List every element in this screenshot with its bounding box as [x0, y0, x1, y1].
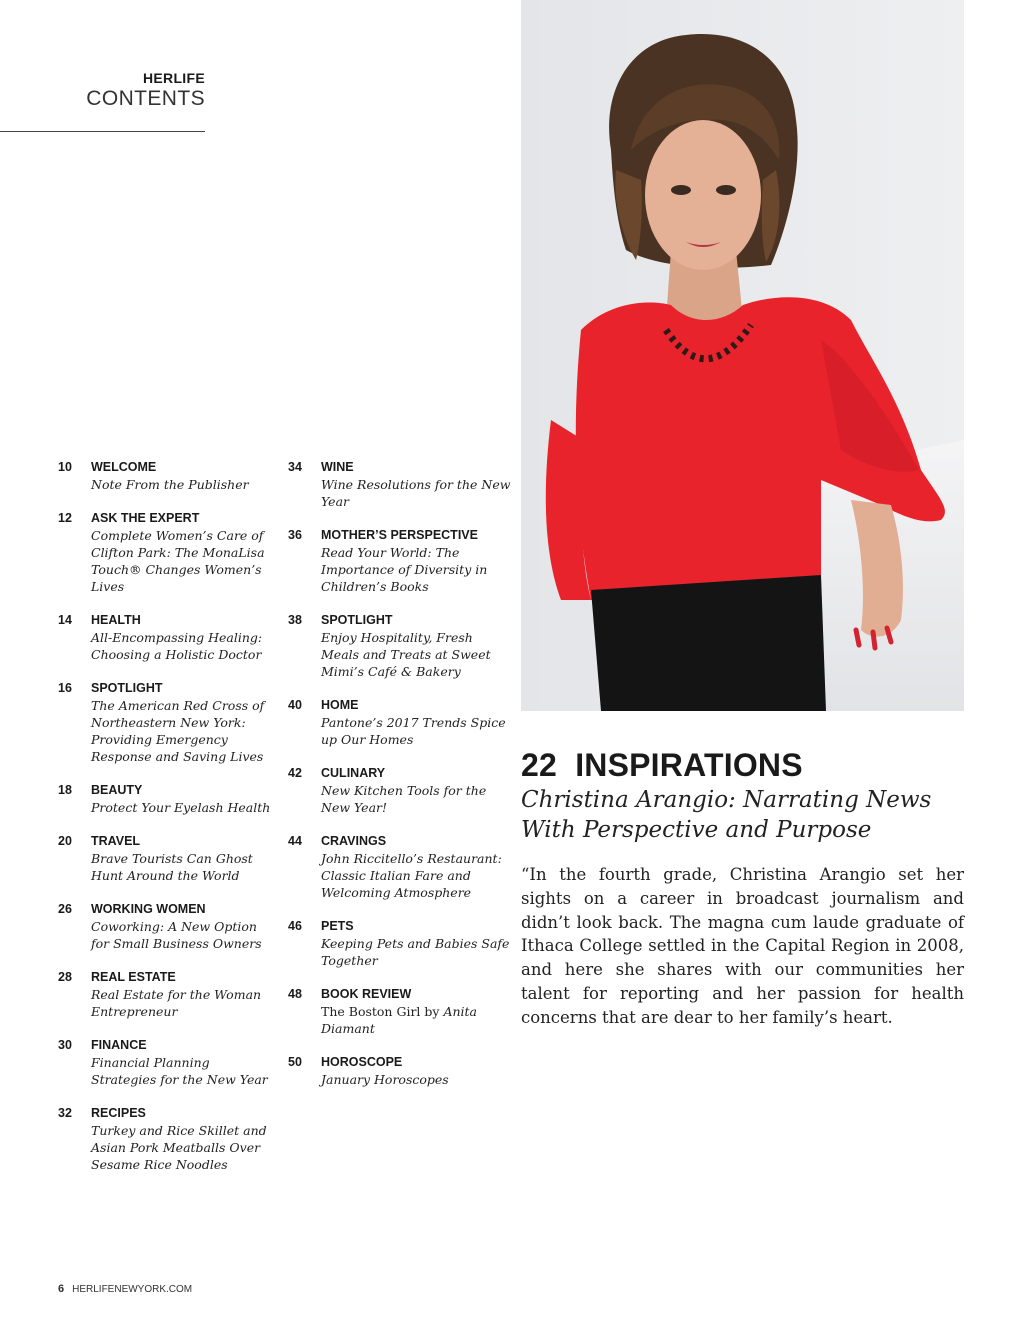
toc-description: Keeping Pets and Babies Safe Together: [321, 936, 510, 968]
toc-page-number: 32: [58, 1106, 72, 1120]
toc-entry[interactable]: [58, 459, 278, 493]
toc-page-number: 50: [288, 1055, 302, 1069]
toc-title: WINE: [321, 460, 354, 474]
toc-column-left: [58, 459, 278, 1173]
toc-entry[interactable]: [58, 901, 278, 952]
cover-story-heading: [521, 745, 964, 785]
toc-entry[interactable]: [58, 1105, 278, 1173]
toc-description: Wine Resolutions for the New Year: [321, 477, 511, 509]
toc-page-number: 38: [288, 613, 302, 627]
toc-page-number: 18: [58, 783, 72, 797]
toc-page-number: 34: [288, 460, 302, 474]
toc-page-number: 48: [288, 987, 302, 1001]
toc-title: WORKING WOMEN: [91, 902, 206, 916]
cover-portrait-photo: [521, 0, 964, 711]
cover-story-excerpt: “In the fourth grade, Christina Arangio set her sights on a career in broadcast journalism and didn’t look back. The magna cum laude graduate of Ithaca College settled in the Capital Region in 2008, and here she shares with our communities her talent for reporting and her passion for health concerns that are dear to her family’s heart.: [521, 865, 964, 1027]
toc-title: REAL ESTATE: [91, 970, 176, 984]
toc-entry[interactable]: [288, 918, 513, 969]
toc-description: The American Red Cross of Northeastern New York: Providing Emergency Response and Saving Lives: [91, 698, 265, 764]
cover-story-section: INSPIRATIONS: [575, 747, 803, 783]
toc-description: Coworking: A New Option for Small Business Owners: [91, 919, 262, 951]
toc-title: HOME: [321, 698, 359, 712]
toc-entry[interactable]: [58, 612, 278, 663]
masthead-divider: [0, 131, 205, 132]
toc-description: All-Encompassing Healing: Choosing a Holistic Doctor: [91, 630, 263, 662]
toc-entry[interactable]: [288, 527, 513, 595]
toc-entry[interactable]: [288, 612, 513, 680]
toc-entry[interactable]: [58, 833, 278, 884]
toc-description: Read Your World: The Importance of Diversity in Children’s Books: [321, 545, 488, 594]
toc-page-number: 42: [288, 766, 302, 780]
toc-entry[interactable]: [288, 459, 513, 510]
toc-description: Protect Your Eyelash Health: [91, 800, 271, 815]
toc-entry[interactable]: [288, 833, 513, 901]
toc-page-number: 46: [288, 919, 302, 933]
toc-description: Financial Planning Strategies for the New Year: [91, 1055, 268, 1087]
toc-description: Note From the Publisher: [91, 477, 249, 492]
toc-description: Complete Women’s Care of Clifton Park: The MonaLisa Touch® Changes Women’s Lives: [91, 528, 265, 594]
book-title: The Boston Girl by: [321, 1004, 444, 1019]
toc-entry[interactable]: [288, 697, 513, 748]
cover-story[interactable]: [521, 745, 964, 1030]
toc-page-number: 28: [58, 970, 72, 984]
toc-title: FINANCE: [91, 1038, 147, 1052]
toc-title: BOOK REVIEW: [321, 987, 412, 1001]
toc-title: BEAUTY: [91, 783, 143, 797]
toc-page-number: 26: [58, 902, 72, 916]
toc-page-number: 40: [288, 698, 302, 712]
cover-story-subtitle: Christina Arangio: Narrating News With Perspective and Purpose: [521, 787, 932, 843]
toc-description: Brave Tourists Can Ghost Hunt Around the World: [91, 851, 253, 883]
toc-description: Turkey and Rice Skillet and Asian Pork Meatballs Over Sesame Rice Noodles: [91, 1123, 267, 1172]
toc-entry[interactable]: [288, 986, 513, 1037]
cover-story-page-number: 22: [521, 747, 557, 783]
toc-title: TRAVEL: [91, 834, 141, 848]
toc-entry[interactable]: [288, 1054, 513, 1088]
toc-title: HEALTH: [91, 613, 141, 627]
book-author: Anita Diamant: [321, 1004, 477, 1036]
toc-title: RECIPES: [91, 1106, 146, 1120]
toc-title: HOROSCOPE: [321, 1055, 403, 1069]
toc-entry[interactable]: [58, 680, 278, 765]
page-number: 6: [58, 1283, 65, 1295]
toc-title: CRAVINGS: [321, 834, 387, 848]
toc-description: Real Estate for the Woman Entrepreneur: [91, 987, 262, 1019]
toc-entry[interactable]: [58, 782, 278, 816]
toc-title: CULINARY: [321, 766, 386, 780]
toc-description: [321, 1003, 513, 1037]
toc-description: January Horoscopes: [321, 1072, 449, 1087]
toc-title: MOTHER’S PERSPECTIVE: [321, 528, 478, 542]
magazine-brand: HERLIFE: [143, 70, 205, 86]
portrait-illustration: [521, 0, 964, 711]
toc-entry[interactable]: [58, 969, 278, 1020]
page-footer: [58, 1283, 192, 1295]
toc-entry[interactable]: [58, 510, 278, 595]
toc-page-number: 20: [58, 834, 72, 848]
toc-description: Enjoy Hospitality, Fresh Meals and Treats at Sweet Mimi’s Café & Bakery: [321, 630, 491, 679]
toc-page-number: 14: [58, 613, 72, 627]
toc-description: New Kitchen Tools for the New Year!: [321, 783, 487, 815]
toc-column-right: [288, 459, 513, 1088]
toc-title: WELCOME: [91, 460, 157, 474]
masthead: [0, 70, 205, 111]
toc-entry[interactable]: [58, 1037, 278, 1088]
toc-page-number: 44: [288, 834, 302, 848]
toc-description: Pantone’s 2017 Trends Spice up Our Homes: [321, 715, 506, 747]
toc-entry[interactable]: [288, 765, 513, 816]
toc-page-number: 12: [58, 511, 72, 525]
toc-title: ASK THE EXPERT: [91, 511, 200, 525]
toc-title: SPOTLIGHT: [321, 613, 393, 627]
section-title: CONTENTS: [86, 87, 205, 110]
toc-title: PETS: [321, 919, 354, 933]
toc-page-number: 16: [58, 681, 72, 695]
toc-page-number: 30: [58, 1038, 72, 1052]
toc-page-number: 36: [288, 528, 302, 542]
site-url: HERLIFENEWYORK.COM: [72, 1284, 193, 1295]
toc-title: SPOTLIGHT: [91, 681, 163, 695]
toc-description: John Riccitello’s Restaurant: Classic Italian Fare and Welcoming Atmosphere: [321, 851, 502, 900]
toc-page-number: 10: [58, 460, 72, 474]
